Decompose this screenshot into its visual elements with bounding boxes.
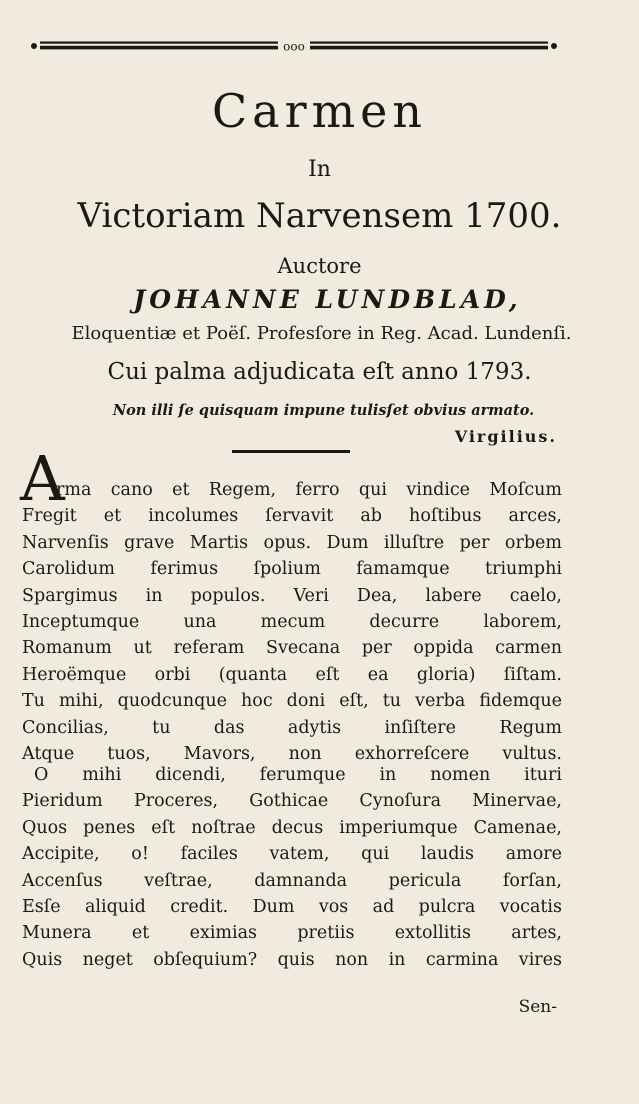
author-name: JOHANNE LUNDBLAD, xyxy=(133,285,522,314)
verse-line: rma cano et Regem, ferro qui vindice Moſcum xyxy=(56,480,562,500)
verse-line: Pieridum Proceres, Gothicae Cynoſura Minervae, xyxy=(22,791,562,812)
motto-attribution: Virgilius. xyxy=(454,427,557,446)
ornament-bar-left-bottom xyxy=(40,46,278,50)
verse-line: Quis neget obſequium? quis non in carmina vires xyxy=(22,949,562,970)
verse-line: Narvenſis grave Martis opus. Dum illuſtre per orbem xyxy=(22,532,562,553)
ornament-dot-left xyxy=(31,43,37,49)
verse-line: Munera et eximias pretiis extollitis artes, xyxy=(22,923,562,944)
verse-line: Carolidum ferimus ſpolium famamque triumphi xyxy=(22,559,562,580)
ornament-bar-right-top xyxy=(310,42,548,44)
verse-line: Inceptumque una mecum decurre laborem, xyxy=(22,611,562,632)
verse-line: Heroëmque orbi (quanta eſt ea gloria) ſiſtam. xyxy=(22,664,562,685)
verse-line: Accenſus veſtrae, damnanda pericula forſan, xyxy=(22,870,562,891)
catchword: Sen- xyxy=(518,997,557,1017)
auctore-label: Auctore xyxy=(277,254,362,278)
ornament-center: ooo xyxy=(283,39,305,54)
verse-line: Fregit et incolumes ſervavit ab hoſtibus arces, xyxy=(22,506,562,527)
poem-subtitle: Victoriam Narvensem 1700. xyxy=(77,196,562,236)
ornamental-rule xyxy=(28,38,560,54)
verse-line: Esſe aliquid credit. Dum vos ad pulcra vocatis xyxy=(22,896,562,917)
drop-cap: A xyxy=(20,442,65,515)
prize-note: Cui palma adjudicata eſt anno 1793. xyxy=(107,359,532,385)
verse-line: O mihi dicendi, ferumque in nomen ituri xyxy=(34,765,562,785)
ornament-dot-right xyxy=(551,43,557,49)
verse-line: Romanum ut referam Svecana per oppida carmen xyxy=(22,638,562,659)
ornament-bar-right-bottom xyxy=(310,46,548,50)
verse-stanza-2 xyxy=(22,762,562,973)
verse-line: Atque tuos, Mavors, non exhorreſcere vultus. xyxy=(22,743,562,764)
verse-stanza-1 xyxy=(22,477,562,767)
section-divider xyxy=(232,450,350,453)
ornament-bar-left-top xyxy=(40,42,278,44)
motto-quote: Non illi ſe quisquam impune tulisſet obvius armato. xyxy=(112,402,535,419)
poem-title: Carmen xyxy=(211,84,428,138)
author-titles: Eloquentiæ et Poëſ. Profesſore in Reg. Acad. Lundenſi. xyxy=(71,323,572,344)
verse-line: Quos penes eſt noſtrae decus imperiumque Camenae, xyxy=(22,817,562,838)
verse-line: Concilias, tu das adytis inſiſtere Regum xyxy=(22,717,562,738)
verse-line: Accipite, o! faciles vatem, qui laudis amore xyxy=(22,844,562,865)
verse-line: Spargimus in populos. Veri Dea, labere caelo, xyxy=(22,585,562,606)
title-in: In xyxy=(308,157,331,182)
verse-line: Tu mihi, quodcunque hoc doni eſt, tu verba fidemque xyxy=(22,691,562,712)
